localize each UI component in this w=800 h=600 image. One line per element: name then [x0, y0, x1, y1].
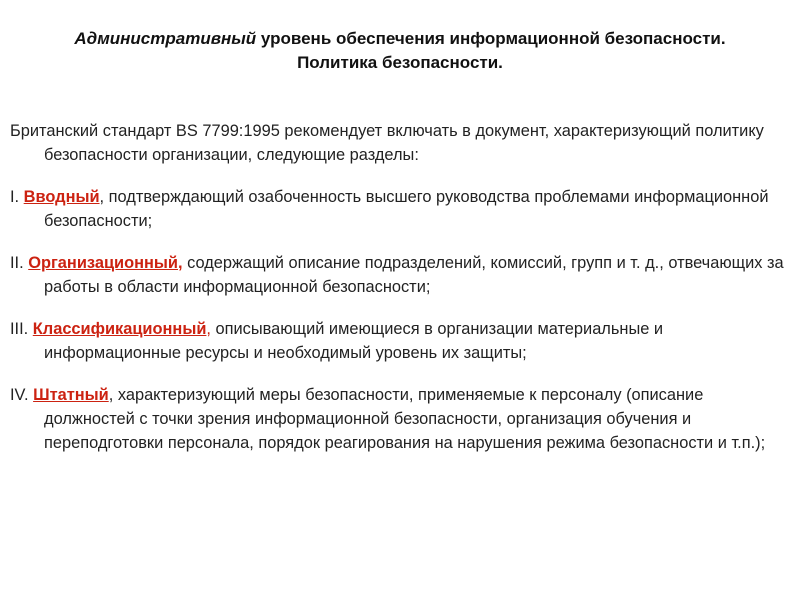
section-numeral: I. [10, 188, 24, 206]
section-text: описывающий имеющиеся в организации материальные и информационные ресурсы и необходимый уровень их защиты; [44, 320, 664, 362]
section-3 [10, 317, 790, 365]
section-text: содержащий описание подразделений, комиссий, групп и т. д., отвечающих за работы в области информационной безопасности; [44, 254, 784, 296]
section-numeral: II. [10, 254, 29, 272]
slide-body [10, 119, 790, 473]
section-keyword: Штатный [33, 386, 109, 404]
section-numeral: IV. [10, 386, 34, 404]
title-line-1-rest: уровень обеспечения информационной безопасности. [256, 29, 726, 48]
title-line-2: Политика безопасности. [297, 53, 503, 72]
slide-title [0, 27, 800, 75]
section-1 [10, 185, 790, 233]
intro-paragraph: Британский стандарт BS 7799:1995 рекомендует включать в документ, характеризующий политику безопасности организации, следующие разделы: [10, 122, 764, 164]
section-text: , характеризующий меры безопасности, применяемые к персоналу (описание должностей с точки зрения информационной безопасности, организация обучения и переподготовки персонала, порядок реагирования на нарушения режима безопасности и т.п.); [44, 386, 766, 452]
section-2 [10, 251, 790, 299]
section-numeral: III. [10, 320, 33, 338]
section-keyword: Организационный, [28, 254, 183, 272]
section-4 [10, 383, 790, 455]
section-keyword-comma: , [206, 320, 211, 338]
section-keyword: Вводный [23, 188, 100, 206]
section-keyword: Классификационный [32, 320, 207, 338]
section-text: , подтверждающий озабоченность высшего руководства проблемами информационной безопасности; [44, 188, 769, 230]
title-line-1 [0, 27, 800, 51]
title-italic-word: Административный [74, 29, 257, 48]
